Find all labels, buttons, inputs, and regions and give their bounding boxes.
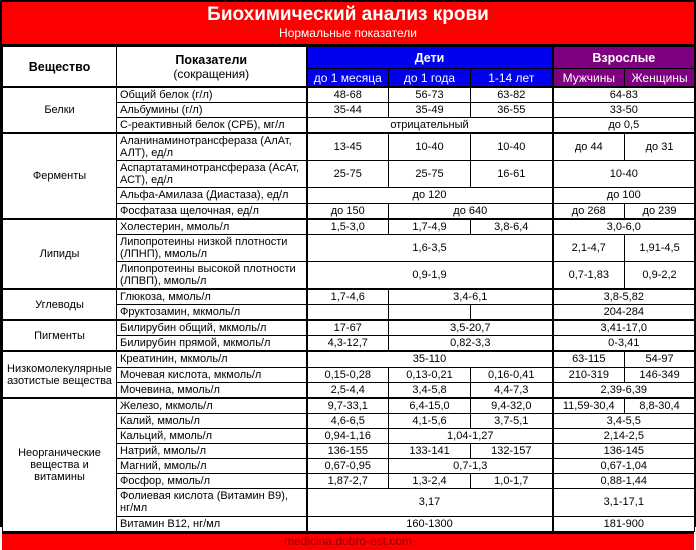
value-cell: 1,04-1,27	[389, 428, 553, 443]
indicator-cell: Липопротеины низкой плотности (ЛПНП), ммоль/л	[117, 234, 307, 261]
reference-table	[2, 46, 695, 531]
category-cell: Низкомолекулярные азотистые вещества	[3, 351, 117, 397]
col-header-substance: Вещество	[3, 47, 117, 87]
value-cell: 0,13-0,21	[389, 367, 471, 382]
col-group-adults: Взрослые	[553, 47, 695, 69]
value-cell: 48-68	[307, 87, 389, 103]
indicator-cell: С-реактивный белок (СРБ), мг/л	[117, 117, 307, 133]
value-cell: 3,4-5,8	[389, 382, 471, 398]
value-cell: 10-40	[471, 133, 553, 161]
value-cell: 0,7-1,3	[389, 459, 553, 474]
value-cell: 35-110	[307, 351, 553, 367]
value-cell: 16-61	[471, 161, 553, 188]
value-cell	[307, 305, 389, 321]
value-cell: 64-83	[553, 87, 695, 103]
indicator-cell: Мочевина, ммоль/л	[117, 382, 307, 398]
indicator-cell: Фруктозамин, мкмоль/л	[117, 305, 307, 321]
value-cell: 36-55	[471, 102, 553, 117]
indicator-cell: Железо, мкмоль/л	[117, 398, 307, 414]
value-cell: 33-50	[553, 102, 695, 117]
value-cell: 0,88-1,44	[553, 474, 695, 489]
value-cell: 11,59-30,4	[553, 398, 625, 414]
indicator-cell: Фосфор, ммоль/л	[117, 474, 307, 489]
indicator-cell: Аспартатаминотрансфераза (АсАт, АСТ), ед/л	[117, 161, 307, 188]
value-cell	[471, 305, 553, 321]
indicator-cell: Билирубин прямой, мкмоль/л	[117, 336, 307, 352]
value-cell: 10-40	[389, 133, 471, 161]
value-cell: 56-73	[389, 87, 471, 103]
value-cell: до 31	[625, 133, 695, 161]
indicator-cell: Альфа-Амилаза (Диастаза), ед/л	[117, 188, 307, 203]
value-cell: 10-40	[553, 161, 695, 188]
indicator-cell: Фолиевая кислота (Витамин В9), нг/мл	[117, 489, 307, 516]
indicator-cell: Магний, ммоль/л	[117, 459, 307, 474]
value-cell: 210-319	[553, 367, 625, 382]
value-cell: до 120	[307, 188, 553, 203]
value-cell: 146-349	[625, 367, 695, 382]
page-title: Биохимический анализ крови	[207, 4, 489, 25]
page-subtitle: Нормальные показатели	[279, 25, 417, 40]
indicator-cell: Витамин В12, нг/мл	[117, 516, 307, 531]
value-cell: 17-67	[307, 320, 389, 336]
value-cell: 133-141	[389, 444, 471, 459]
value-cell: до 0,5	[553, 117, 695, 133]
value-cell: до 44	[553, 133, 625, 161]
indicator-cell: Креатинин, мкмоль/л	[117, 351, 307, 367]
indicator-cell: Билирубин общий, мкмоль/л	[117, 320, 307, 336]
value-cell: 4,1-5,6	[389, 413, 471, 428]
value-cell: 0,67-1,04	[553, 459, 695, 474]
value-cell: 2,39-6,39	[553, 382, 695, 398]
title-bar	[2, 2, 694, 46]
value-cell: 1,6-3,5	[307, 234, 553, 261]
value-cell: до 268	[553, 203, 625, 219]
category-cell: Пигменты	[3, 320, 117, 351]
value-cell	[389, 305, 471, 321]
value-cell: 13-45	[307, 133, 389, 161]
col-header-under-1-month: до 1 месяца	[307, 69, 389, 87]
value-cell: 6,4-15,0	[389, 398, 471, 414]
indicator-cell: Аланинаминотрансфераза (АлАт, АЛТ), ед/л	[117, 133, 307, 161]
value-cell: 1,3-2,4	[389, 474, 471, 489]
col-header-1-14-years: 1-14 лет	[471, 69, 553, 87]
value-cell: 0,15-0,28	[307, 367, 389, 382]
value-cell: 3,8-5,82	[553, 289, 695, 305]
indicator-cell: Кальций, ммоль/л	[117, 428, 307, 443]
footer-link[interactable]: medicina.dobro-est.com	[283, 533, 413, 548]
value-cell: 0,82-3,3	[389, 336, 553, 352]
value-cell: 3,7-5,1	[471, 413, 553, 428]
value-cell: 204-284	[553, 305, 695, 321]
value-cell: 3,1-17,1	[553, 489, 695, 516]
value-cell: 0,9-2,2	[625, 261, 695, 289]
value-cell: 54-97	[625, 351, 695, 367]
value-cell: 0,7-1,83	[553, 261, 625, 289]
value-cell: 1,91-4,5	[625, 234, 695, 261]
col-header-men: Мужчины	[553, 69, 625, 87]
col-header-under-1-year: до 1 года	[389, 69, 471, 87]
value-cell: 0,94-1,16	[307, 428, 389, 443]
category-cell: Белки	[3, 87, 117, 133]
category-cell: Ферменты	[3, 133, 117, 219]
value-cell: 2,5-4,4	[307, 382, 389, 398]
value-cell: 3,17	[307, 489, 553, 516]
value-cell: 3,8-6,4	[471, 219, 553, 235]
value-cell: 3,41-17,0	[553, 320, 695, 336]
value-cell: 0,16-0,41	[471, 367, 553, 382]
value-cell: 25-75	[307, 161, 389, 188]
value-cell: 3,4-6,1	[389, 289, 553, 305]
value-cell: до 100	[553, 188, 695, 203]
indicator-cell: Липопротеины высокой плотности (ЛПВП), ммоль/л	[117, 261, 307, 289]
value-cell: 2,1-4,7	[553, 234, 625, 261]
value-cell: 1,0-1,7	[471, 474, 553, 489]
reference-table-body	[3, 87, 695, 531]
value-cell: 136-145	[553, 444, 695, 459]
value-cell: 1,87-2,7	[307, 474, 389, 489]
value-cell: 1,7-4,6	[307, 289, 389, 305]
value-cell: 35-44	[307, 102, 389, 117]
col-header-indicators	[117, 47, 307, 87]
col-header-women: Женщины	[625, 69, 695, 87]
col-group-children: Дети	[307, 47, 553, 69]
value-cell: до 239	[625, 203, 695, 219]
value-cell: 132-157	[471, 444, 553, 459]
value-cell: 4,3-12,7	[307, 336, 389, 352]
indicator-cell: Калий, ммоль/л	[117, 413, 307, 428]
value-cell: 3,5-20,7	[389, 320, 553, 336]
value-cell: 160-1300	[307, 516, 553, 531]
value-cell: 3,4-5,5	[553, 413, 695, 428]
value-cell: 136-155	[307, 444, 389, 459]
indicator-cell: Натрий, ммоль/л	[117, 444, 307, 459]
footer-bar	[2, 532, 694, 550]
category-cell: Углеводы	[3, 289, 117, 320]
value-cell: 2,14-2,5	[553, 428, 695, 443]
value-cell: 4,6-6,5	[307, 413, 389, 428]
value-cell: 9,7-33,1	[307, 398, 389, 414]
value-cell: 1,5-3,0	[307, 219, 389, 235]
value-cell: 25-75	[389, 161, 471, 188]
category-cell: Неорганические вещества и витамины	[3, 398, 117, 531]
value-cell: 63-82	[471, 87, 553, 103]
value-cell: 0-3,41	[553, 336, 695, 352]
value-cell: 63-115	[553, 351, 625, 367]
value-cell: 3,0-6,0	[553, 219, 695, 235]
indicator-cell: Глюкоза, ммоль/л	[117, 289, 307, 305]
indicator-cell: Мочевая кислота, мкмоль/л	[117, 367, 307, 382]
indicators-sublabel: (сокращения)	[173, 66, 250, 81]
value-cell: до 640	[389, 203, 553, 219]
value-cell: до 150	[307, 203, 389, 219]
value-cell: 9,4-32,0	[471, 398, 553, 414]
category-cell: Липиды	[3, 219, 117, 289]
value-cell: 35-49	[389, 102, 471, 117]
value-cell: 4,4-7,3	[471, 382, 553, 398]
value-cell: 181-900	[553, 516, 695, 531]
indicator-cell: Фосфатаза щелочная, ед/л	[117, 203, 307, 219]
value-cell: 0,67-0,95	[307, 459, 389, 474]
value-cell: 1,7-4,9	[389, 219, 471, 235]
value-cell: отрицательный	[307, 117, 553, 133]
value-cell: 8,8-30,4	[625, 398, 695, 414]
indicator-cell: Холестерин, ммоль/л	[117, 219, 307, 235]
indicator-cell: Общий белок (г/л)	[117, 87, 307, 103]
indicators-label: Показатели	[175, 52, 248, 67]
indicator-cell: Альбумины (г/л)	[117, 102, 307, 117]
value-cell: 0,9-1,9	[307, 261, 553, 289]
